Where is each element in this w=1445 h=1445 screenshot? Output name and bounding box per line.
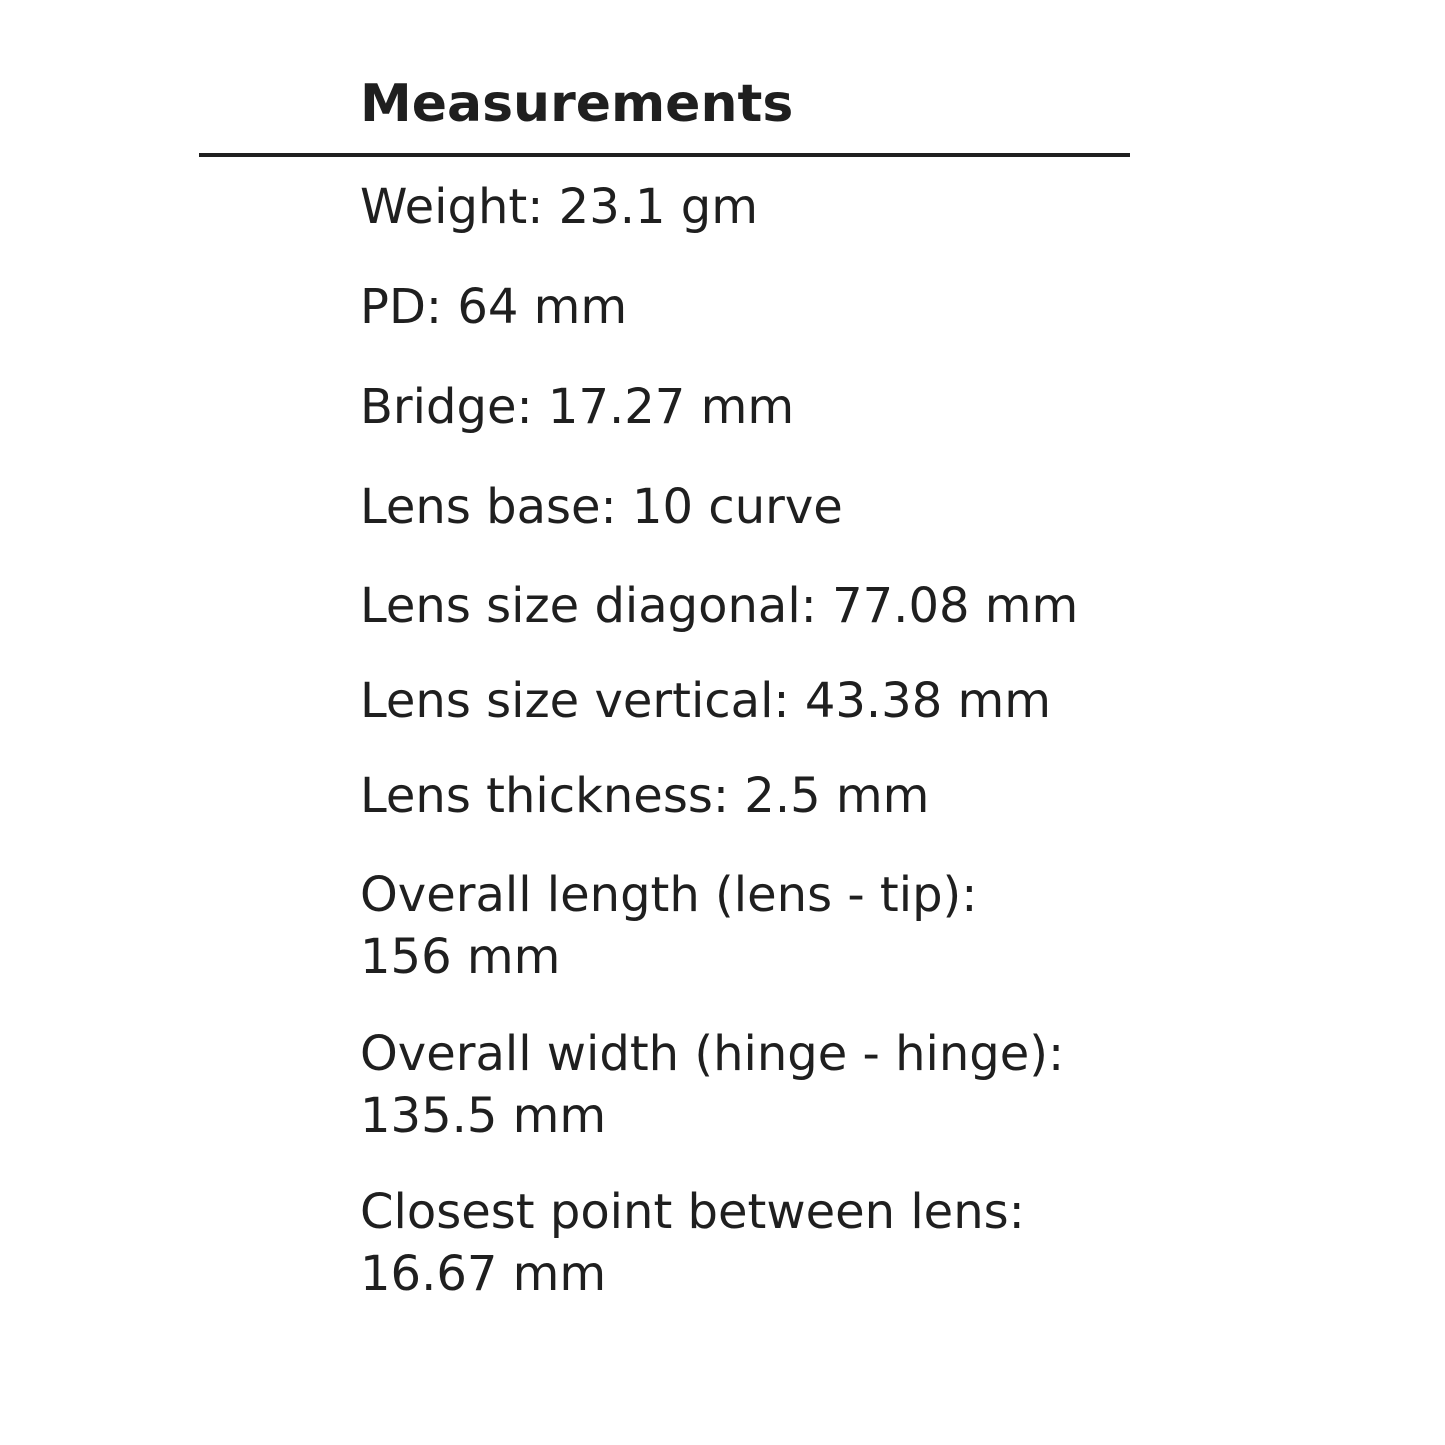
measurement-pd: [360, 276, 627, 338]
measurement-text: Overall length (lens - tip):: [360, 867, 978, 923]
measurement-closest-point: [360, 1181, 1025, 1305]
measurement-overall-length: [360, 864, 977, 988]
measurement-weight: [360, 176, 758, 238]
measurement-value: 135.5 mm: [360, 1088, 607, 1144]
measurement-value: 16.67 mm: [360, 1246, 607, 1302]
measurement-text: PD: 64 mm: [360, 279, 628, 335]
measurement-value: 156 mm: [360, 929, 561, 985]
measurement-lens-base: [360, 476, 843, 538]
measurement-text: Weight: 23.1 gm: [360, 179, 759, 235]
section-heading: Measurements: [360, 74, 794, 134]
measurement-text: Lens size vertical: 43.38 mm: [360, 673, 1052, 729]
measurement-text: Overall width (hinge - hinge):: [360, 1026, 1065, 1082]
measurement-text: Lens thickness: 2.5 mm: [360, 768, 930, 824]
measurement-overall-width: [360, 1023, 1064, 1147]
measurement-text: Lens base: 10 curve: [360, 479, 843, 535]
measurement-text: Bridge: 17.27 mm: [360, 379, 795, 435]
measurement-lens-thickness: [360, 765, 929, 827]
measurement-lens-size-vertical: [360, 670, 1051, 732]
measurement-bridge: [360, 376, 794, 438]
heading-divider: [199, 153, 1130, 157]
measurement-text: Lens size diagonal: 77.08 mm: [360, 578, 1079, 634]
measurement-text: Closest point between lens:: [360, 1184, 1025, 1240]
measurement-lens-size-diagonal: [360, 575, 1078, 637]
